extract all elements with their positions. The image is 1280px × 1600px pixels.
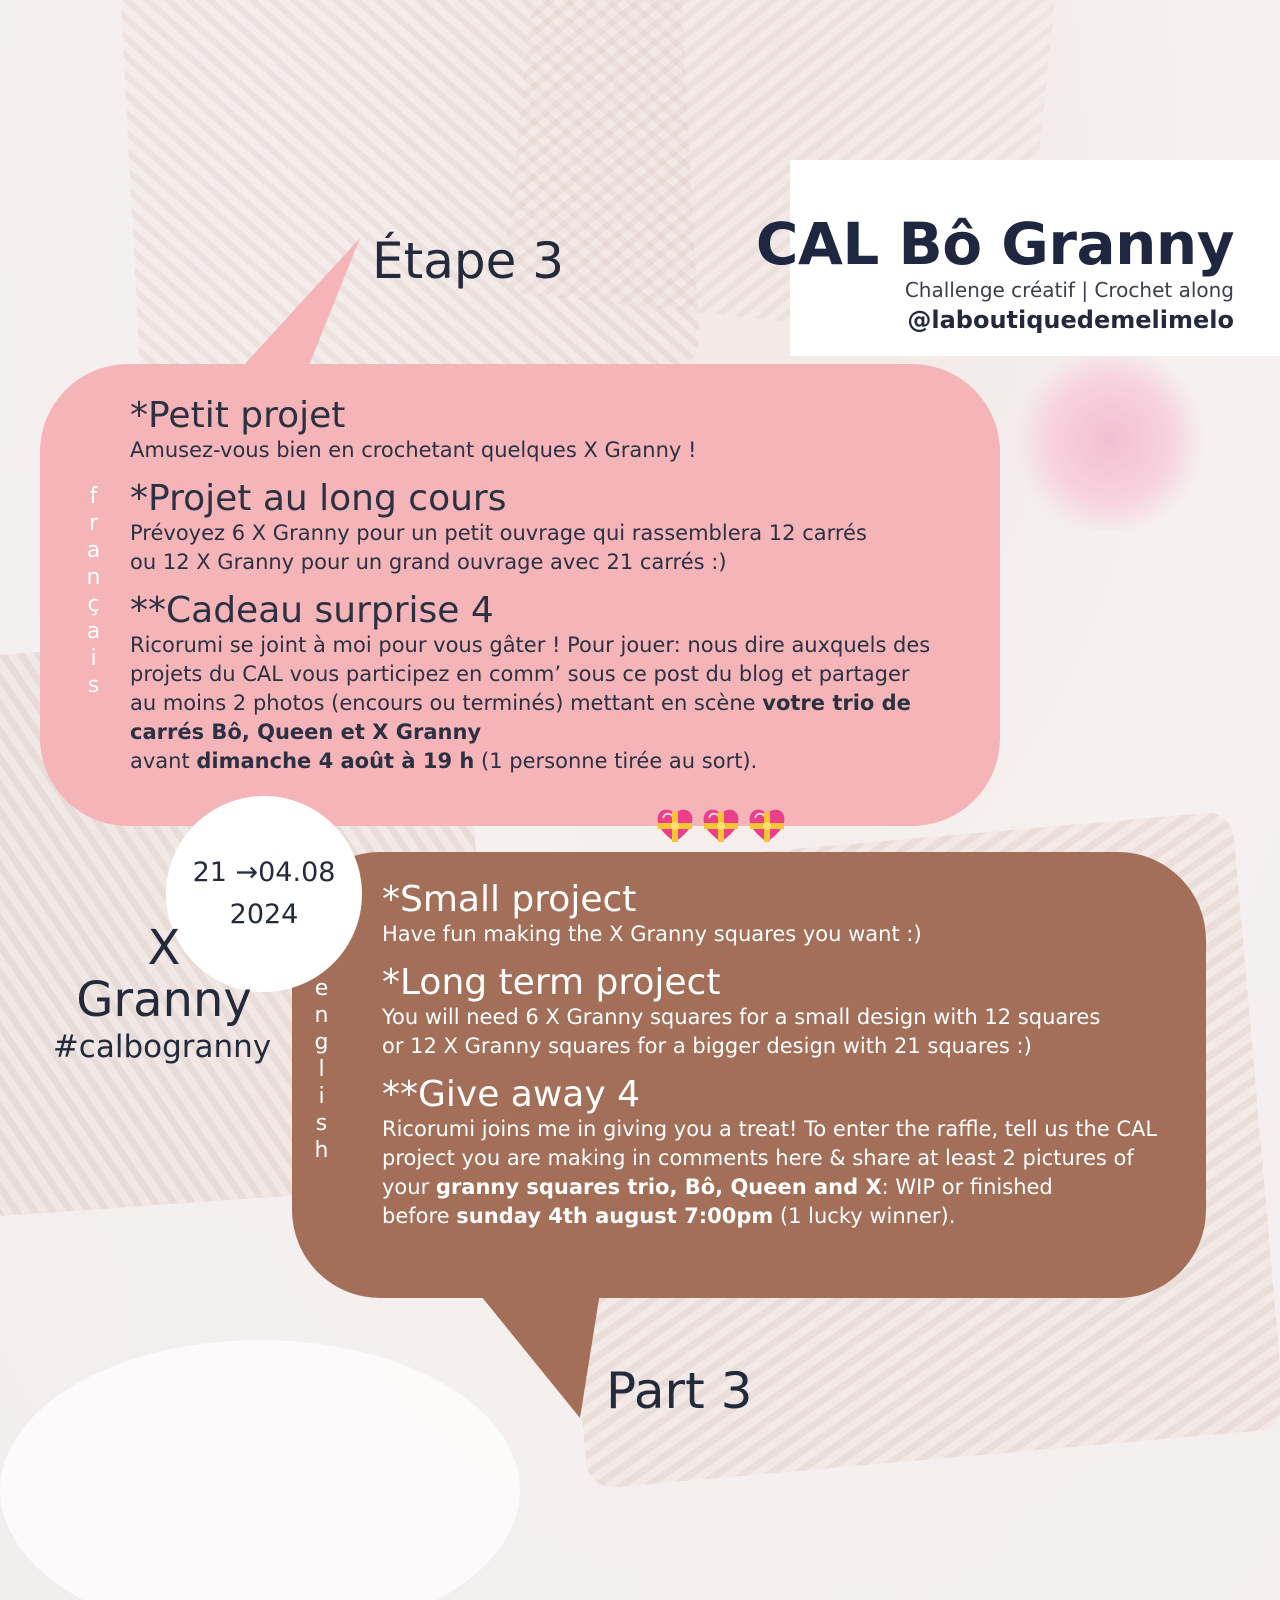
text-span: au moins 2 photos (encours ou terminés) mettant en scène xyxy=(130,691,763,715)
section-text: Have fun making the X Granny squares you want :) xyxy=(382,922,922,946)
bold-text: sunday 4th august 7:00pm xyxy=(456,1204,774,1228)
gift-heart-icon xyxy=(747,806,787,844)
pattern-name: Granny xyxy=(76,972,252,1028)
language-label-text: english xyxy=(309,976,334,1165)
pattern-label xyxy=(44,922,284,1068)
bold-text: granny squares trio, Bô, Queen and X xyxy=(435,1175,882,1199)
section-text: Prévoyez 6 X Granny pour un petit ouvrage qui rassemblera 12 carrés xyxy=(130,521,867,545)
hashtag: #calbogranny xyxy=(52,1029,272,1065)
section-text: or 12 X Granny squares for a bigger design with 21 squares :) xyxy=(382,1034,1032,1058)
section-text: projets du CAL vous participez en comm’ sous ce post du blog et partager xyxy=(130,662,910,686)
pink-flower xyxy=(1010,350,1210,530)
gift-heart-icon xyxy=(701,806,741,844)
date-year: 2024 xyxy=(229,899,299,930)
section-title: **Give away 4 xyxy=(382,1074,641,1115)
bold-text: carrés Bô, Queen et X Granny xyxy=(130,720,482,744)
section-title: **Cadeau surprise 4 xyxy=(130,590,494,631)
french-section-small xyxy=(130,396,930,465)
french-language-label xyxy=(80,484,106,700)
section-text xyxy=(130,689,930,718)
french-section-long xyxy=(130,479,930,577)
bold-text: dimanche 4 août à 19 h xyxy=(196,749,475,773)
french-content xyxy=(130,396,930,790)
section-title: *Projet au long cours xyxy=(130,478,507,519)
english-content xyxy=(382,880,1157,1245)
english-heading: Part 3 xyxy=(606,1362,753,1420)
text-span: : WIP or finished xyxy=(881,1175,1053,1199)
section-text: ou 12 X Granny pour un grand ouvrage avec 21 carrés :) xyxy=(130,550,727,574)
text-span: (1 lucky winner). xyxy=(773,1204,956,1228)
bold-text: votre trio de xyxy=(762,691,911,715)
hearts-row xyxy=(655,806,787,844)
section-text xyxy=(130,718,930,747)
section-text: Amusez-vous bien en crochetant quelques X Granny ! xyxy=(130,438,697,462)
section-title: *Small project xyxy=(382,879,637,920)
instagram-handle: @laboutiquedemelimelo xyxy=(907,306,1234,334)
gift-heart-icon xyxy=(655,806,695,844)
english-language-label xyxy=(308,976,334,1165)
french-bubble-tail xyxy=(232,238,362,378)
pattern-letter: X xyxy=(147,920,181,976)
section-text: Ricorumi joins me in giving you a treat! To enter the raffle, tell us the CAL xyxy=(382,1117,1158,1141)
text-span: your xyxy=(382,1175,436,1199)
title-card xyxy=(755,160,1280,356)
section-text: Ricorumi se joint à moi pour vous gâter ! Pour jouer: nous dire auxquels des xyxy=(130,633,931,657)
text-span: before xyxy=(382,1204,457,1228)
french-heading: Étape 3 xyxy=(372,232,565,290)
section-title: *Long term project xyxy=(382,962,721,1003)
english-section-small xyxy=(382,880,1157,949)
english-section-giveaway xyxy=(382,1075,1157,1231)
date-range: 21 →04.08 xyxy=(192,857,336,888)
section-text xyxy=(130,747,930,776)
language-label-text: français xyxy=(81,484,106,700)
english-bubble-tail xyxy=(468,1280,602,1418)
french-section-giveaway xyxy=(130,591,930,776)
page-title: CAL Bô Granny xyxy=(755,210,1234,278)
section-text: project you are making in comments here & share at least 2 pictures of xyxy=(382,1146,1134,1170)
section-title: *Petit projet xyxy=(130,395,346,436)
section-text xyxy=(382,1202,1157,1231)
text-span: (1 personne tirée au sort). xyxy=(474,749,758,773)
section-text xyxy=(382,1173,1157,1202)
page-subtitle: Challenge créatif | Crochet along xyxy=(904,278,1234,302)
white-plate xyxy=(0,1340,520,1600)
text-span: avant xyxy=(130,749,197,773)
section-text: You will need 6 X Granny squares for a small design with 12 squares xyxy=(382,1005,1101,1029)
english-section-long xyxy=(382,963,1157,1061)
